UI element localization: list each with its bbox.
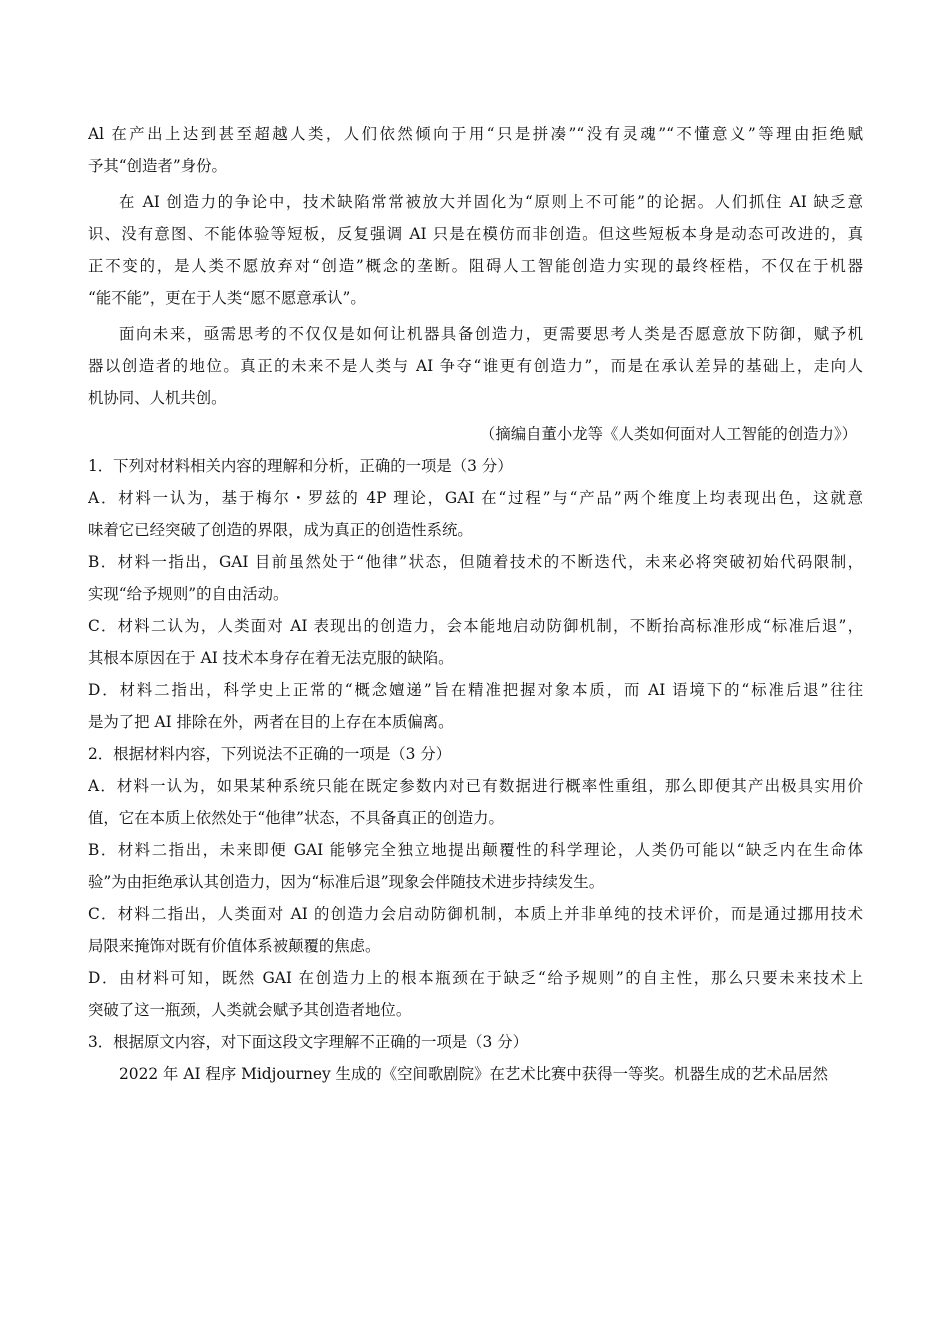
- text-line: 器以创造者的地位。真正的未来不是人类与 AI 争夺“谁更有创造力”，而是在承认差异的基础上，走向人: [88, 357, 863, 375]
- option-d: [88, 674, 863, 738]
- text-line: 值，它在本质上依然处于“他律”状态，不具备真正的创造力。: [88, 809, 504, 827]
- text-line: 面向未来，亟需思考的不仅仅是如何让机器具备创造力，更需要思考人类是否愿意放下防御，赋予机: [119, 325, 863, 343]
- text-line: D．材料二指出，科学史上正常的“概念嬗递”旨在精准把握对象本质，而 AI 语境下的“标准后退”往往: [88, 681, 863, 699]
- text-line: 机协同、人机共创。: [88, 389, 227, 407]
- text-line: A．材料一认为，基于梅尔・罗兹的 4P 理论，GAI 在“过程”与“产品”两个维度上均表现出色，这就意: [88, 489, 863, 507]
- passage-paragraph-3: [88, 318, 863, 414]
- option-a: [88, 482, 863, 546]
- text-line: 味着它已经突破了创造的界限，成为真正的创造性系统。: [88, 521, 473, 539]
- text-line: C．材料二指出，人类面对 AI 的创造力会启动防御机制，本质上并非单纯的技术评价，而是通过挪用技术: [88, 905, 863, 923]
- text-line: 局限来掩饰对既有价值体系被颠覆的焦虑。: [88, 937, 381, 955]
- passage-paragraph-1: [88, 118, 863, 182]
- text-line: 实现“给予规则”的自由活动。: [88, 585, 289, 603]
- text-line: D．由材料可知，既然 GAI 在创造力上的根本瓶颈在于缺乏“给予规则”的自主性，那么只要未来技术上: [88, 969, 863, 987]
- question-1: [88, 450, 863, 738]
- text-line: 正不变的，是人类不愿放弃对“创造”概念的垄断。阻碍人工智能创造力实现的最终桎梏，不仅在于机器: [88, 257, 863, 275]
- text-line: B．材料二指出，未来即便 GAI 能够完全独立地提出颠覆性的科学理论，人类仍可能以“缺乏内在生命体: [88, 841, 863, 859]
- text-line: 在 AI 创造力的争论中，技术缺陷常常被放大并固化为“原则上不可能”的论据。人们抓住 AI 缺乏意: [119, 193, 863, 211]
- text-line: 予其“创造者”身份。: [88, 157, 227, 175]
- text-line: 突破了这一瓶颈，人类就会赋予其创造者地位。: [88, 1001, 412, 1019]
- question-2: [88, 738, 863, 1026]
- text-line: 验”为由拒绝承认其创造力，因为“标准后退”现象会伴随技术进步持续发生。: [88, 873, 605, 891]
- question-stem: 2．根据材料内容，下列说法不正确的一项是（3 分）: [88, 745, 452, 763]
- text-line: C．材料二认为，人类面对 AI 表现出的创造力，会本能地启动防御机制，不断抬高标准形成“标准后退”，: [88, 617, 863, 635]
- passage-source: （摘编自董小龙等《人类如何面对人工智能的创造力》）: [479, 425, 857, 443]
- text-line: B．材料一指出，GAI 目前虽然处于“他律”状态，但随着技术的不断迭代，未来必将突破初始代码限制，: [88, 553, 863, 571]
- question-stem: 1．下列对材料相关内容的理解和分析，正确的一项是（3 分）: [88, 457, 513, 475]
- text-line: “能不能”，更在于人类“愿不愿意承认”。: [88, 289, 366, 307]
- option-c: [88, 610, 863, 674]
- text-line: 是为了把 AI 排除在外，两者在目的上存在本质偏离。: [88, 713, 454, 731]
- page-content: [88, 118, 863, 1090]
- passage-paragraph-2: [88, 186, 863, 314]
- text-line: 其根本原因在于 AI 技术本身存在着无法克服的缺陷。: [88, 649, 454, 667]
- text-line: Al 在产出上达到甚至超越人类，人们依然倾向于用“只是拼凑”“没有灵魂”“不懂意义”等理由拒绝赋: [88, 125, 863, 143]
- option-c: [88, 898, 863, 962]
- question-stem: 3．根据原文内容，对下面这段文字理解不正确的一项是（3 分）: [88, 1033, 529, 1051]
- text-line: 识、没有意图、不能体验等短板，反复强调 AI 只是在模仿而非创造。但这些短板本身是动态可改进的，真: [88, 225, 863, 243]
- text-line: A．材料一认为，如果某种系统只能在既定参数内对已有数据进行概率性重组，那么即便其产出极具实用价: [88, 777, 863, 795]
- option-d: [88, 962, 863, 1026]
- option-b: [88, 834, 863, 898]
- option-a: [88, 770, 863, 834]
- question-excerpt: 2022 年 AI 程序 Midjourney 生成的《空间歌剧院》在艺术比赛中获得一等奖。机器生成的艺术品居然: [119, 1065, 829, 1083]
- option-b: [88, 546, 863, 610]
- question-3: [88, 1026, 863, 1090]
